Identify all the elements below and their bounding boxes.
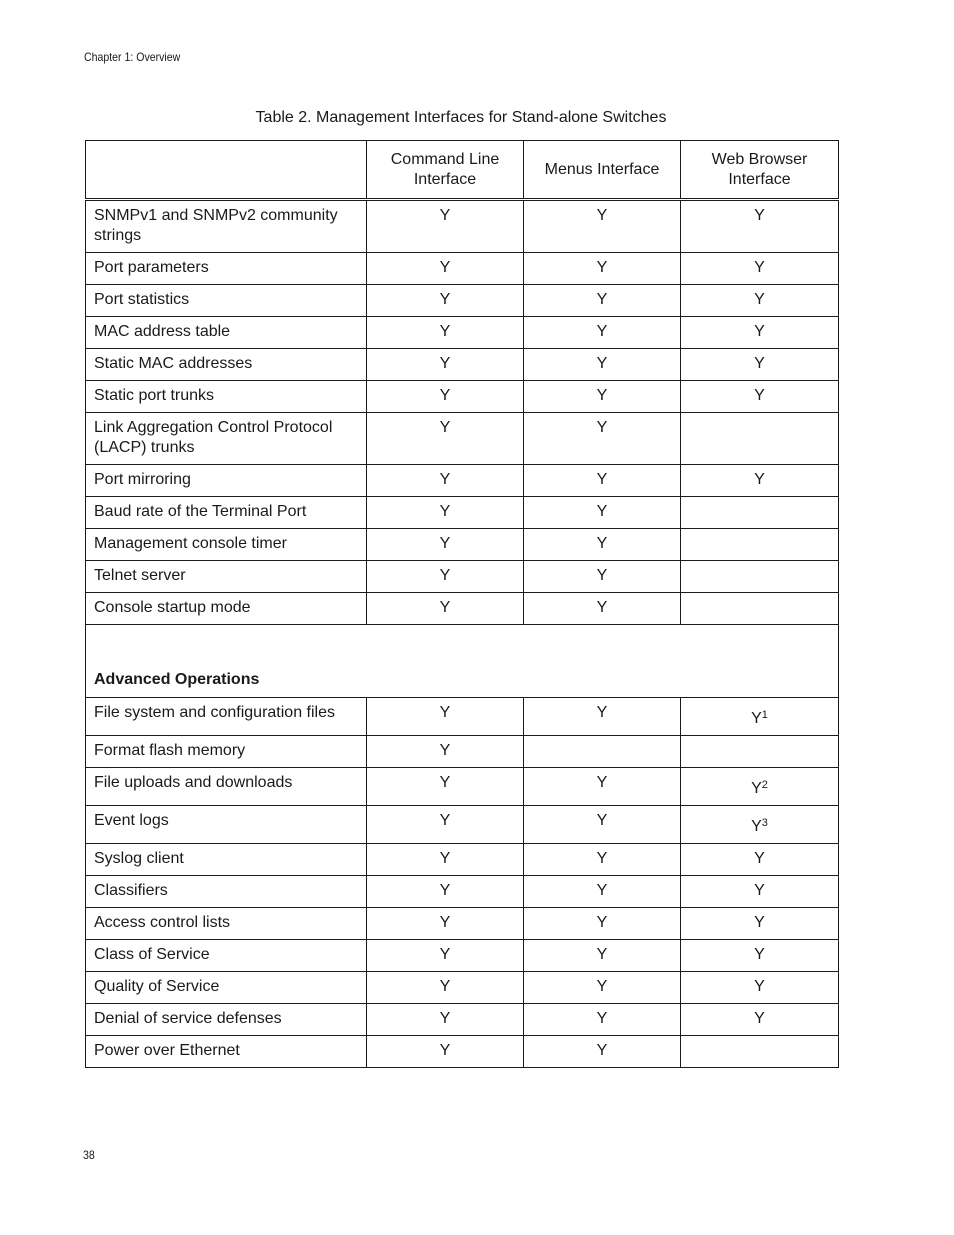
menus-support-cell: Y [596, 323, 608, 340]
cli-support-cell: Y [439, 259, 451, 276]
table-caption: Table 2. Management Interfaces for Stand-alone Switches [255, 109, 667, 126]
table-row [86, 908, 839, 940]
feature-cell: Port mirroring [94, 471, 191, 488]
web-support-cell [681, 497, 838, 508]
table-row [86, 1004, 839, 1036]
menus-support-cell: Y [596, 1010, 608, 1027]
menus-support-cell: Y [596, 978, 608, 995]
table-row [86, 465, 839, 497]
table-row [86, 253, 839, 285]
footnote-reference: 2 [761, 778, 768, 791]
web-support-cell: Y [754, 207, 765, 224]
menus-support-cell: Y [596, 419, 608, 436]
web-support-cell [681, 413, 838, 424]
menus-support-cell: Y [596, 914, 608, 931]
feature-cell: Power over Ethernet [94, 1042, 240, 1059]
table-row [86, 1036, 839, 1068]
table-row [86, 200, 839, 253]
web-support-cell: Y [754, 978, 765, 995]
footnote-reference: 1 [761, 708, 768, 721]
cli-support-cell: Y [439, 1010, 451, 1027]
feature-cell: Quality of Service [94, 978, 220, 995]
feature-cell: Format flash memory [94, 742, 246, 759]
running-head: Chapter 1: Overview [84, 50, 181, 64]
feature-cell: Static port trunks [94, 387, 215, 404]
cli-support-cell: Y [439, 599, 451, 616]
menus-support-cell: Y [596, 471, 608, 488]
feature-cell: Denial of service defenses [94, 1010, 282, 1027]
cli-support-cell: Y [439, 419, 451, 436]
web-support-cell: Y [754, 259, 765, 276]
table-row [86, 381, 839, 413]
table-row [86, 940, 839, 972]
table-row [86, 736, 839, 768]
menus-support-cell: Y [596, 599, 608, 616]
table-row [86, 876, 839, 908]
feature-cell: Access control lists [94, 914, 231, 931]
cli-support-cell: Y [439, 535, 451, 552]
cli-support-cell: Y [439, 291, 451, 308]
table-row [86, 413, 839, 465]
cli-support-cell: Y [439, 742, 451, 759]
cli-support-cell: Y [439, 355, 451, 372]
menus-support-cell: Y [596, 291, 608, 308]
feature-cell: Class of Service [94, 946, 210, 963]
footnote-reference: 3 [761, 816, 768, 829]
feature-cell: File system and configuration files [94, 704, 335, 721]
support-mark: Y [751, 818, 762, 835]
feature-cell: Link Aggregation Control Protocol (LACP) trunks [94, 419, 333, 456]
table-row [86, 698, 839, 736]
support-mark: Y [751, 780, 762, 797]
management-interfaces-table [85, 140, 839, 1068]
column-header-web: Web Browser Interface [681, 141, 839, 200]
feature-cell: Baud rate of the Terminal Port [94, 503, 307, 520]
menus-support-cell: Y [596, 567, 608, 584]
feature-cell: MAC address table [94, 323, 231, 340]
feature-cell: Telnet server [94, 567, 186, 584]
table-row [86, 561, 839, 593]
table-row [86, 972, 839, 1004]
feature-cell: Event logs [94, 812, 169, 829]
table-row [86, 529, 839, 561]
section-heading: Advanced Operations [94, 671, 260, 688]
cli-support-cell: Y [439, 850, 451, 867]
web-support-cell [681, 736, 838, 747]
table-header-row [86, 141, 839, 200]
feature-cell: Port statistics [94, 291, 190, 308]
column-header-cli: Command Line Interface [367, 141, 524, 200]
web-support-cell [751, 811, 768, 837]
cli-support-cell: Y [439, 503, 451, 520]
feature-cell: Management console timer [94, 535, 287, 552]
column-header-feature [86, 141, 367, 200]
cli-support-cell: Y [439, 774, 451, 791]
menus-support-cell: Y [596, 259, 608, 276]
support-mark: Y [751, 710, 762, 727]
column-header-menus: Menus Interface [524, 141, 681, 200]
web-support-cell [681, 1036, 838, 1047]
menus-support-cell: Y [596, 946, 608, 963]
menus-support-cell: Y [596, 774, 608, 791]
cli-support-cell: Y [439, 704, 451, 721]
table-row [86, 806, 839, 844]
menus-support-cell: Y [596, 882, 608, 899]
cli-support-cell: Y [439, 207, 451, 224]
menus-support-cell: Y [596, 812, 608, 829]
table-row [86, 768, 839, 806]
cli-support-cell: Y [439, 567, 451, 584]
table-row [86, 593, 839, 625]
web-support-cell: Y [754, 291, 765, 308]
feature-cell: Classifiers [94, 882, 168, 899]
cli-support-cell: Y [439, 387, 451, 404]
web-support-cell: Y [754, 1010, 765, 1027]
feature-cell: Syslog client [94, 850, 184, 867]
web-support-cell: Y [754, 946, 765, 963]
table-row [86, 349, 839, 381]
web-support-cell: Y [754, 355, 765, 372]
menus-support-cell: Y [596, 387, 608, 404]
feature-cell: File uploads and downloads [94, 774, 293, 791]
cli-support-cell: Y [439, 323, 451, 340]
web-support-cell [681, 529, 838, 540]
web-support-cell [681, 561, 838, 572]
menus-support-cell: Y [596, 503, 608, 520]
table-body [86, 200, 839, 1068]
menus-support-cell: Y [596, 1042, 608, 1059]
table-row [86, 285, 839, 317]
cli-support-cell: Y [439, 978, 451, 995]
web-support-cell: Y [754, 387, 765, 404]
menus-support-cell: Y [596, 535, 608, 552]
web-support-cell: Y [754, 850, 765, 867]
feature-cell: SNMPv1 and SNMPv2 community strings [94, 207, 338, 244]
menus-support-cell: Y [596, 207, 608, 224]
web-support-cell [751, 703, 768, 729]
menus-support-cell [524, 736, 680, 747]
web-support-cell: Y [754, 471, 765, 488]
web-support-cell [681, 593, 838, 604]
feature-cell: Console startup mode [94, 599, 251, 616]
cli-support-cell: Y [439, 914, 451, 931]
section-row [86, 625, 839, 698]
menus-support-cell: Y [596, 850, 608, 867]
cli-support-cell: Y [439, 1042, 451, 1059]
cli-support-cell: Y [439, 471, 451, 488]
cli-support-cell: Y [439, 946, 451, 963]
feature-cell: Static MAC addresses [94, 355, 253, 372]
page-number: 38 [83, 1148, 95, 1162]
web-support-cell: Y [754, 323, 765, 340]
table-row [86, 317, 839, 349]
menus-support-cell: Y [596, 704, 608, 721]
menus-support-cell: Y [596, 355, 608, 372]
web-support-cell: Y [754, 914, 765, 931]
web-support-cell: Y [754, 882, 765, 899]
cli-support-cell: Y [439, 812, 451, 829]
table-row [86, 844, 839, 876]
web-support-cell [751, 773, 768, 799]
table-row [86, 497, 839, 529]
cli-support-cell: Y [439, 882, 451, 899]
feature-cell: Port parameters [94, 259, 209, 276]
